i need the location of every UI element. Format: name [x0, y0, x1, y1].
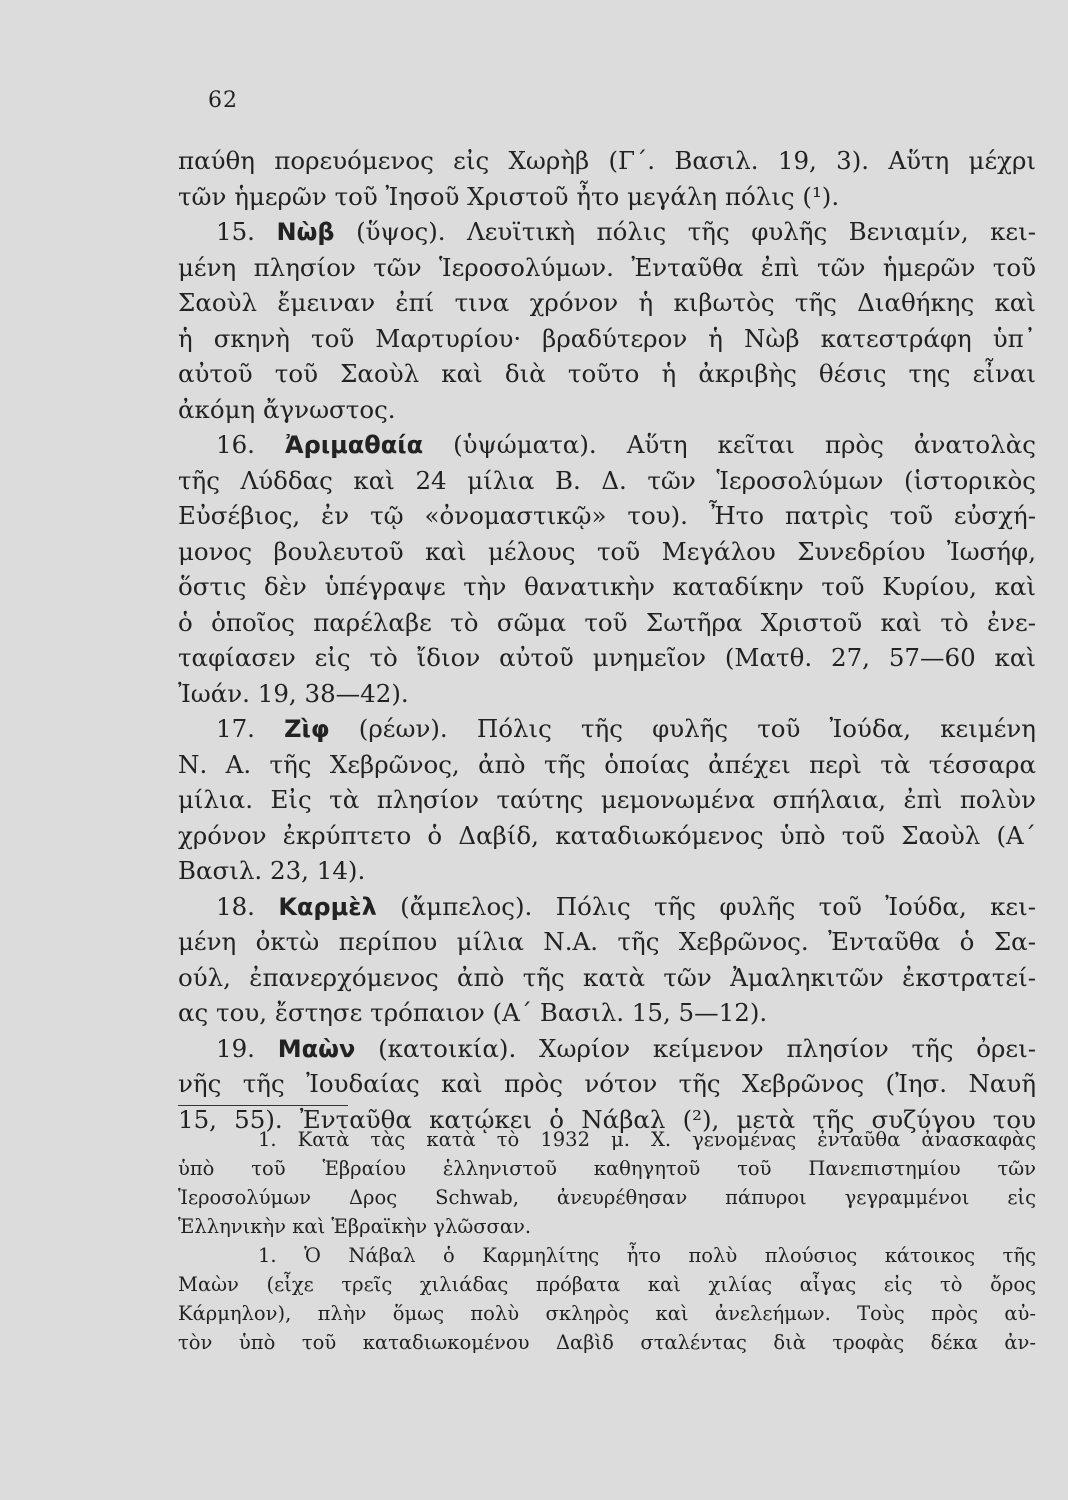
text-line: αὐτοῦ τοῦ Σαοὺλ καὶ διὰ τοῦτο ἡ ἀκριβὴς θέσις της εἶναι: [178, 359, 1036, 388]
entry-headword: Νὼβ: [276, 218, 335, 246]
entry-headword: Ἀριμαθαία: [285, 431, 424, 459]
body-text: [178, 143, 1036, 1137]
text-line: 15, 55). Ἐνταῦθα κατῴκει ὁ Νάβαλ (²), μετὰ τῆς συζύγου του: [178, 1104, 1036, 1134]
text-line: Ἰωάν. 19, 38—42).: [178, 678, 409, 708]
text-line: 19. Μαὼν (κατοικία). Χωρίον κείμενον πλησίον τῆς ὀρει-: [216, 1033, 1036, 1063]
text-line: τῶν ἡμερῶν τοῦ Ἰησοῦ Χριστοῦ ἦτο μεγάλη πόλις (¹).: [178, 181, 840, 211]
text-line: χρόνον ἐκρύπτετο ὁ Δαβίδ, καταδιωκόμενος ὑπὸ τοῦ Σαοὺλ (Α΄: [178, 820, 1036, 850]
entry-headword: Καρμὲλ: [278, 892, 377, 921]
footnote-line: Μαὼν (εἶχε τρεῖς χιλιάδας πρόβατα καὶ χιλίας αἶγας εἰς τὸ ὄρος: [178, 1273, 1036, 1296]
text-line: τῆς Λύδδας καὶ 24 μίλια Β. Δ. τῶν Ἱεροσολύμων (ἱστορικὸς: [178, 465, 1036, 495]
text-line: ούλ, ἐπανερχόμενος ἀπὸ τῆς κατὰ τῶν Ἀμαληκιτῶν ἐκστρατεί-: [178, 962, 1036, 992]
text-line: μίλια. Εἰς τὰ πλησίον ταύτης μεμονωμένα σπήλαια, ἐπὶ πολὺν: [178, 785, 1036, 814]
text-line: 15. Νὼβ (ὕψος). Λευϊτικὴ πόλις τῆς φυλῆς Βενιαμίν, κει-: [216, 217, 1036, 246]
footnote-line: Ἑλληνικὴν καὶ Ἑβραϊκὴν γλῶσσαν.: [178, 1215, 532, 1238]
footnote-separator: [178, 1105, 348, 1106]
text-line: νῆς τῆς Ἰουδαίας καὶ πρὸς νότον τῆς Χεβρῶνος (Ἰησ. Ναυῆ: [178, 1069, 1036, 1098]
footnote-line: τὸν ὑπὸ τοῦ καταδιωκομένου Δαβὶδ σταλέντας διὰ τροφὰς δέκα ἀν-: [178, 1331, 1036, 1354]
entry-headword: Ζὶφ: [284, 715, 330, 743]
footnote-line: Κάρμηλον), πλὴν ὅμως πολὺ σκληρὸς καὶ ἀνελεήμων. Τοὺς πρὸς αὐ-: [178, 1302, 1036, 1325]
text-line: ἡ σκηνὴ τοῦ Μαρτυρίου· βραδύτερον ἡ Νὼβ κατεστράφη ὑπ᾽: [178, 323, 1036, 353]
text-line: μένη ὀκτὼ περίπου μίλια Ν.Α. τῆς Χεβρῶνος. Ἐνταῦθα ὁ Σα-: [178, 927, 1036, 956]
text-line: 17. Ζὶφ (ρέων). Πόλις τῆς φυλῆς τοῦ Ἰούδα, κειμένη: [216, 714, 1036, 743]
footnote-line: Ἱεροσολύμων Δρος Schwab, ἀνευρέθησαν πάπυροι γεγραμμένοι εἰς: [178, 1186, 1036, 1209]
footnote-line: 1. Ὁ Νάβαλ ὁ Καρμηλίτης ἦτο πολὺ πλούσιος κάτοικος τῆς: [258, 1244, 1036, 1267]
text-line: Εὐσέβιος, ἐν τῷ «ὀνομαστικῷ» του). Ἦτο πατρὶς τοῦ εὐσχή-: [178, 501, 1036, 530]
text-line: ἀκόμη ἄγνωστος.: [178, 394, 396, 424]
footnote-line: 1. Κατὰ τὰς κατὰ τὸ 1932 μ. Χ. γενομένας ἐνταῦθα ἀνασκαφὰς: [258, 1128, 1036, 1151]
text-line: ταφίασεν εἰς τὸ ἴδιον αὐτοῦ μνημεῖον (Ματθ. 27, 57—60 καὶ: [178, 643, 1036, 672]
entry-headword: Μαὼν: [277, 1034, 356, 1063]
text-line: 16. Ἀριμαθαία (ὑψώματα). Αὕτη κεῖται πρὸς ἀνατολὰς: [216, 430, 1036, 459]
text-line: μονος βουλευτοῦ καὶ μέλους τοῦ Μεγάλου Συνεδρίου Ἰωσήφ,: [178, 536, 1036, 566]
page-number: 62: [208, 88, 238, 113]
text-line: μένη πλησίον τῶν Ἱεροσολύμων. Ἐνταῦθα ἐπὶ τῶν ἡμερῶν τοῦ: [178, 252, 1036, 282]
text-line: Ν. Α. τῆς Χεβρῶνος, ἀπὸ τῆς ὁποίας ἀπέχει περὶ τὰ τέσσαρα: [178, 749, 1036, 779]
text-line: ὁ ὁποῖος παρέλαβε τὸ σῶμα τοῦ Σωτῆρα Χριστοῦ καὶ τὸ ἐνε-: [178, 607, 1036, 637]
text-line: Βασιλ. 23, 14).: [178, 856, 366, 885]
text-line: ας του, ἔστησε τρόπαιον (Α΄ Βασιλ. 15, 5—12).: [178, 998, 768, 1027]
footnote-line: ὑπὸ τοῦ Ἑβραίου ἑλληνιστοῦ καθηγητοῦ τοῦ Πανεπιστημίου τῶν: [178, 1157, 1036, 1180]
footnotes: [178, 1125, 1036, 1357]
text-line: ὅστις δὲν ὑπέγραψε τὴν θανατικὴν καταδίκην τοῦ Κυρίου, καὶ: [178, 572, 1036, 601]
text-line: 18. Καρμὲλ (ἄμπελος). Πόλις τῆς φυλῆς τοῦ Ἰούδα, κει-: [216, 891, 1036, 921]
text-line: παύθη πορευόμενος εἰς Χωρὴβ (Γ΄. Βασιλ. 19, 3). Αὕτη μέχρι: [178, 146, 1036, 175]
text-line: Σαοὺλ ἔμειναν ἐπί τινα χρόνον ἡ κιβωτὸς τῆς Διαθήκης καὶ: [178, 288, 1036, 317]
